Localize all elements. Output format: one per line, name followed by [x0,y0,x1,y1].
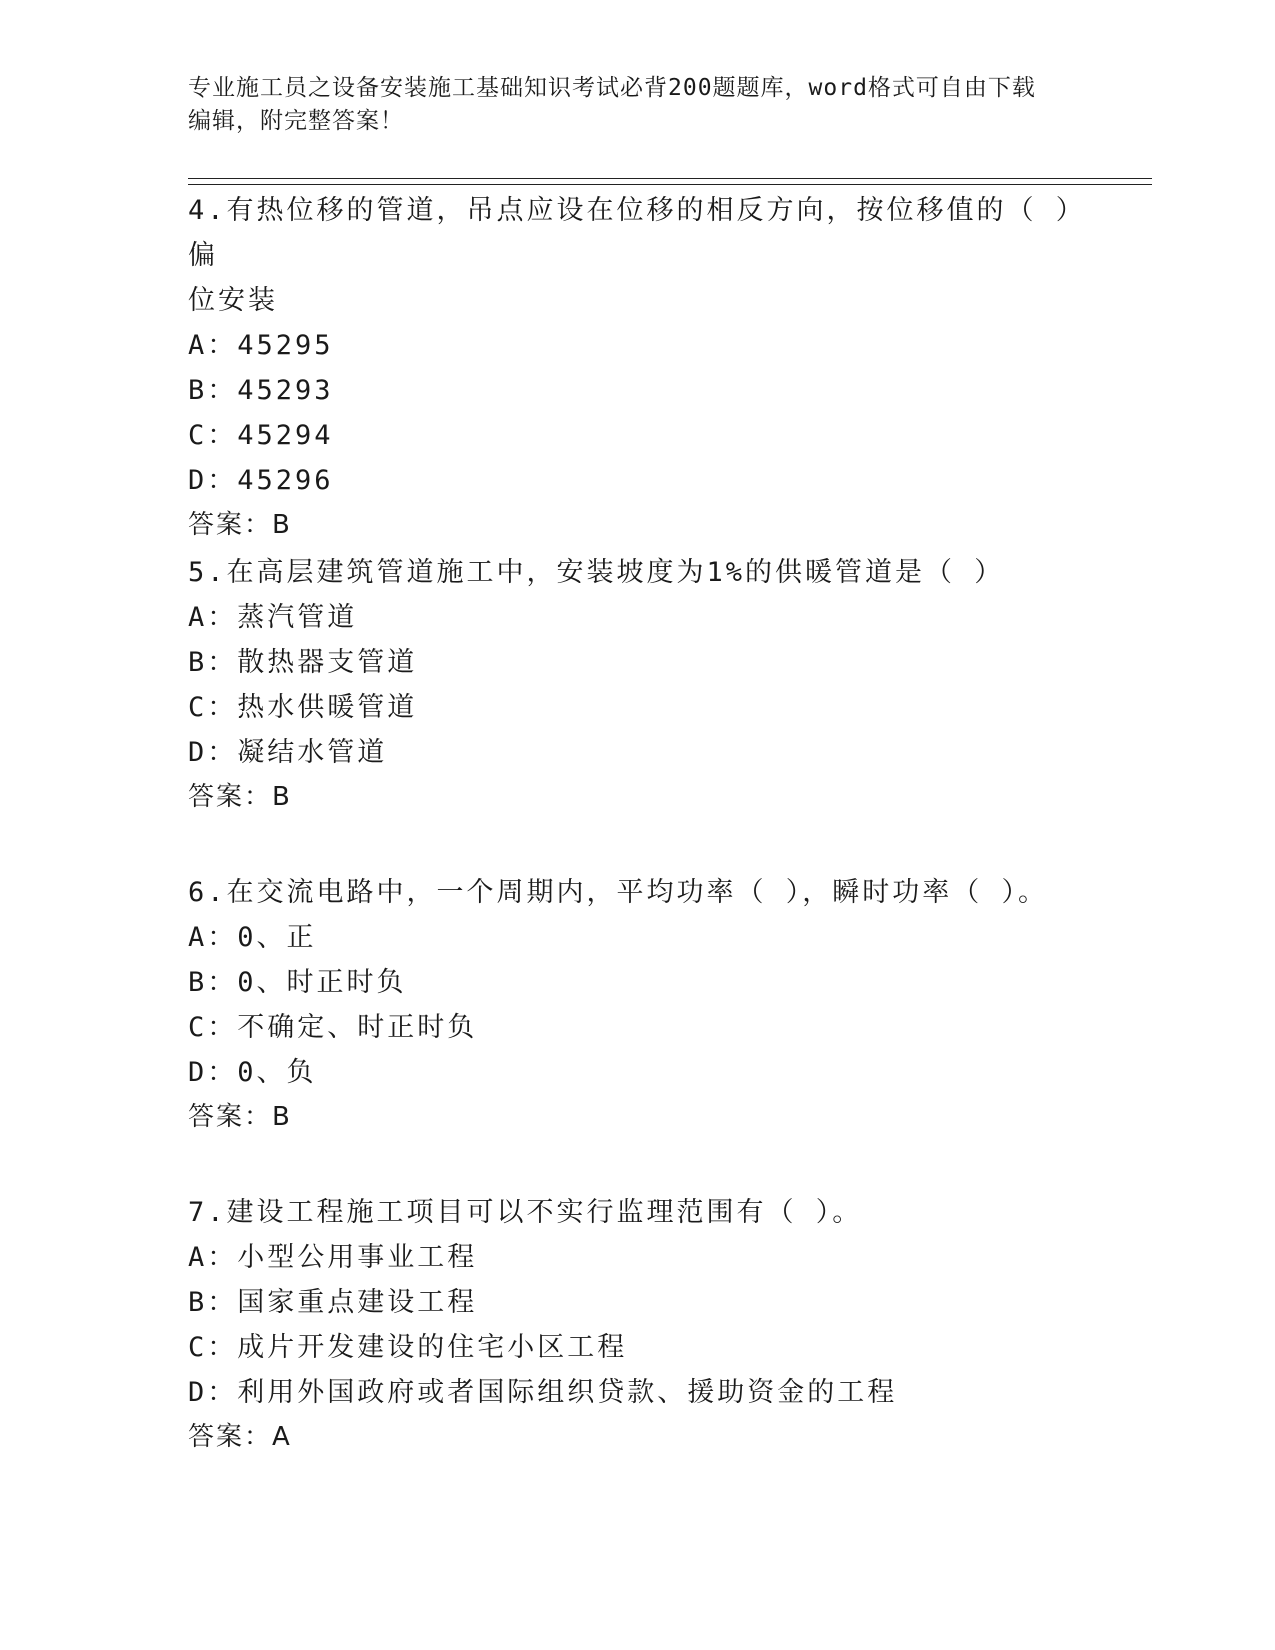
option-b: B：45293 [188,375,334,406]
option-a: A：0、正 [188,922,317,953]
answer: 答案：B [188,510,292,540]
option-b: B：0、时正时负 [188,967,407,998]
header-divider-top [188,178,1152,179]
question-stem: 4.有热位移的管道，吊点应设在位移的相反方向，按位移值的（ ）偏 [188,195,1086,271]
question-4 [188,188,1088,548]
option-b: B：国家重点建设工程 [188,1287,478,1318]
question-stem: 6.在交流电路中，一个周期内，平均功率（ ），瞬时功率（ ）。 [188,877,1049,908]
document-header [188,72,1088,138]
option-c: C：热水供暖管道 [188,692,418,723]
option-c: C：不确定、时正时负 [188,1012,478,1043]
question-stem: 5.在高层建筑管道施工中，安装坡度为1%的供暖管道是（ ） [188,557,1005,588]
question-7 [188,1190,1088,1460]
answer: 答案：B [188,1102,292,1132]
question-6 [188,870,1088,1140]
header-line-1: 专业施工员之设备安装施工基础知识考试必背200题题库，word格式可自由下载 [188,75,1036,101]
option-d: D：凝结水管道 [188,737,388,768]
question-stem: 7.建设工程施工项目可以不实行监理范围有（ ）。 [188,1197,863,1228]
option-a: A：蒸汽管道 [188,602,358,633]
question-stem-continued: 位安装 [188,285,278,316]
option-d: D：0、负 [188,1057,317,1088]
option-c: C：成片开发建设的住宅小区工程 [188,1332,628,1363]
answer: 答案：A [188,1422,292,1452]
option-a: A：45295 [188,330,334,361]
option-d: D：45296 [188,465,334,496]
header-divider-bottom [188,184,1152,185]
option-d: D：利用外国政府或者国际组织贷款、援助资金的工程 [188,1377,898,1408]
question-5 [188,550,1088,820]
header-line-2: 编辑，附完整答案！ [188,108,404,134]
option-b: B：散热器支管道 [188,647,418,678]
option-a: A：小型公用事业工程 [188,1242,478,1273]
answer: 答案：B [188,782,292,812]
option-c: C：45294 [188,420,334,451]
